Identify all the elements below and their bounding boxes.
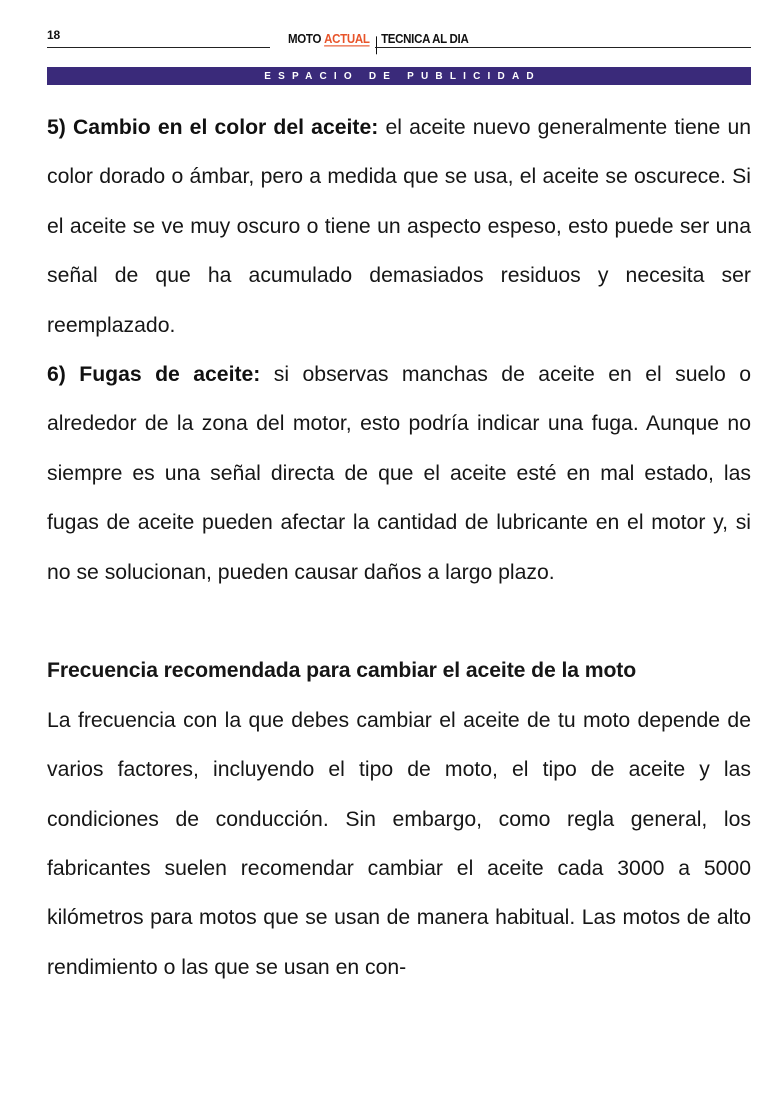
page-number: 18 xyxy=(47,28,60,42)
paragraph-oil-leaks-text: si observas manchas de aceite en el suelo o alrededor de la zona del motor, esto podría indicar una fuga. Aunque no siempre es una señal directa de que el aceite esté en mal estado, las fugas de aceite pueden afectar la cantidad de lubricante en el motor y, si no se solucionan, pueden causar daños a largo plazo. xyxy=(47,363,751,584)
article-body xyxy=(47,103,751,992)
section-spacer xyxy=(47,597,751,646)
paragraph-oil-leaks-title: 6) Fugas de aceite: xyxy=(47,363,261,387)
ad-band-label: ESPACIO DE PUBLICIDAD xyxy=(264,70,541,82)
section-title: TECNICA AL DIA xyxy=(381,33,469,47)
brand-moto: MOTO xyxy=(288,33,322,47)
paragraph-oil-color-title: 5) Cambio en el color del aceite: xyxy=(47,116,379,139)
paragraph-oil-color-text: el aceite nuevo generalmente tiene un color dorado o ámbar, pero a medida que se usa, el aceite se oscurece. Si el aceite se ve muy oscuro o tiene un aspecto espeso, esto puede ser una señal de que ha acumulado demasiados residuos y necesita ser reemplazado. xyxy=(47,116,752,337)
section-heading: Frecuencia recomendada para cambiar el aceite de la moto xyxy=(47,659,637,683)
header-rule-left xyxy=(47,47,270,48)
paragraph-frequency: La frecuencia con la que debes cambiar el aceite de tu moto depende de varios factores, incluyendo el tipo de moto, el tipo de aceite y las condiciones de conducción. Sin embargo, como regla general, los fabricantes suelen recomendar cambiar el aceite cada 3000 a 5000 kilómetros para motos que se usan de manera habitual. Las motos de alto rendimiento o las que se usan en con- xyxy=(47,708,751,979)
paragraph-oil-leaks xyxy=(47,350,751,597)
ad-band xyxy=(47,67,751,85)
paragraph-oil-color xyxy=(47,103,751,350)
masthead-divider xyxy=(376,36,378,54)
masthead xyxy=(288,33,468,51)
brand-actual: ACTUAL xyxy=(324,33,370,47)
header-rule-right xyxy=(375,47,751,48)
